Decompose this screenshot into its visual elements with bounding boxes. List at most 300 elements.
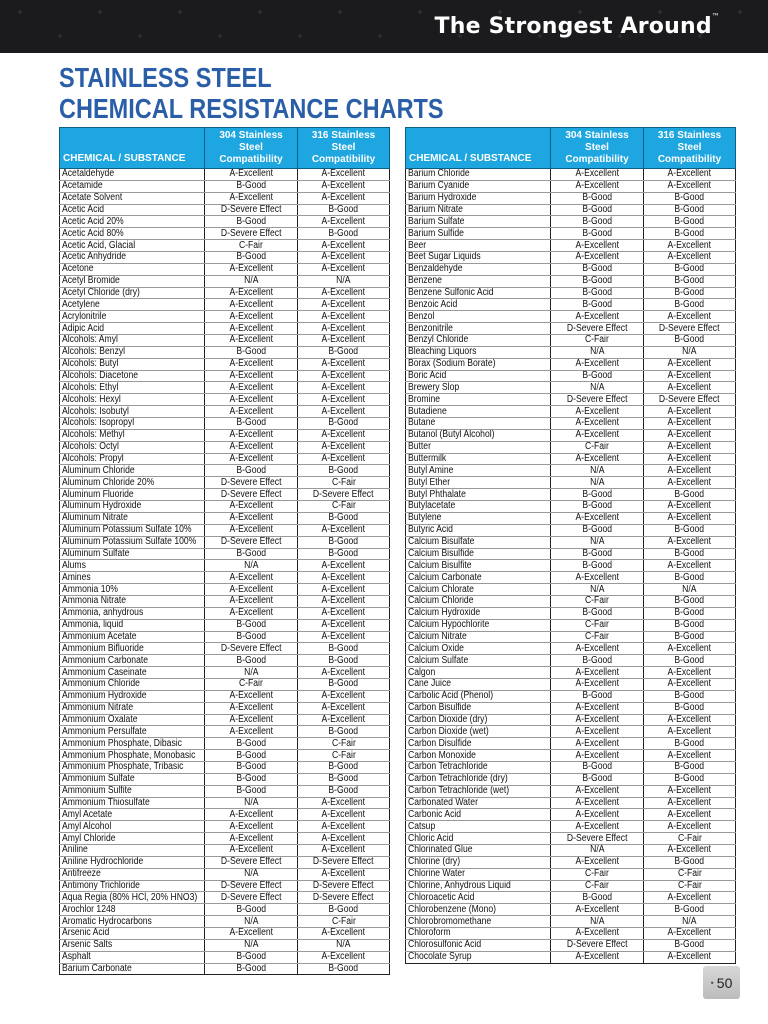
substance-cell: Acetic Anhydride <box>60 252 205 264</box>
ss316-cell: B-Good <box>644 204 736 216</box>
ss316-cell: B-Good <box>298 963 390 975</box>
ss316-cell: B-Good <box>298 228 390 240</box>
ss304-cell: N/A <box>205 868 298 880</box>
substance-cell: Aluminum Nitrate <box>60 512 205 524</box>
ss304-cell: B-Good <box>205 963 298 975</box>
substance-cell: Aniline <box>60 844 205 856</box>
ss304-cell: A-Excellent <box>551 512 644 524</box>
substance-cell: Butyl Amine <box>406 465 551 477</box>
ss304-cell: A-Excellent <box>205 844 298 856</box>
substance-cell: Aluminum Chloride 20% <box>60 477 205 489</box>
ss304-cell: A-Excellent <box>205 287 298 299</box>
table-row <box>60 394 390 406</box>
column-header-substance: CHEMICAL / SUBSTANCE <box>60 128 205 169</box>
ss316-cell: B-Good <box>644 299 736 311</box>
ss316-cell: A-Excellent <box>298 169 390 181</box>
substance-cell: Butylene <box>406 512 551 524</box>
substance-cell: Acrylonitrile <box>60 311 205 323</box>
ss304-cell: A-Excellent <box>205 928 298 940</box>
table-row <box>406 441 736 453</box>
substance-cell: Cane Juice <box>406 678 551 690</box>
table-row <box>406 785 736 797</box>
table-row <box>406 228 736 240</box>
substance-cell: Ammonium Phosphate, Monobasic <box>60 750 205 762</box>
ss316-cell: N/A <box>298 939 390 951</box>
column-header-substance: CHEMICAL / SUBSTANCE <box>406 128 551 169</box>
substance-cell: Aqua Regia (80% HCl, 20% HNO3) <box>60 892 205 904</box>
table-row <box>406 465 736 477</box>
substance-cell: Alcohols: Benzyl <box>60 346 205 358</box>
table-row <box>406 892 736 904</box>
ss304-cell: D-Severe Effect <box>551 833 644 845</box>
ss316-cell: B-Good <box>644 335 736 347</box>
substance-cell: Butyl Ether <box>406 477 551 489</box>
substance-cell: Carbon Monoxide <box>406 750 551 762</box>
substance-cell: Aluminum Sulfate <box>60 548 205 560</box>
table-row <box>60 240 390 252</box>
substance-cell: Calcium Chloride <box>406 595 551 607</box>
ss304-cell: A-Excellent <box>551 714 644 726</box>
ss304-cell: B-Good <box>205 216 298 228</box>
ss316-cell: A-Excellent <box>298 607 390 619</box>
substance-cell: Arochlor 1248 <box>60 904 205 916</box>
table-row <box>60 204 390 216</box>
ss304-cell: B-Good <box>551 501 644 513</box>
table-row <box>60 738 390 750</box>
ss304-cell: C-Fair <box>551 868 644 880</box>
ss304-cell: C-Fair <box>551 880 644 892</box>
table-row <box>60 169 390 181</box>
ss304-cell: A-Excellent <box>551 702 644 714</box>
ss304-cell: N/A <box>205 667 298 679</box>
table-row <box>60 631 390 643</box>
substance-cell: Ammonia, anhydrous <box>60 607 205 619</box>
table-row <box>406 192 736 204</box>
substance-cell: Aluminum Hydroxide <box>60 501 205 513</box>
ss316-cell: A-Excellent <box>644 453 736 465</box>
substance-cell: Benzonitrile <box>406 323 551 335</box>
table-row <box>406 204 736 216</box>
substance-cell: Acetamide <box>60 180 205 192</box>
ss316-cell: A-Excellent <box>644 892 736 904</box>
substance-cell: Benzene Sulfonic Acid <box>406 287 551 299</box>
table-row <box>60 702 390 714</box>
ss304-cell: A-Excellent <box>551 311 644 323</box>
table-row <box>60 346 390 358</box>
table-row <box>60 904 390 916</box>
ss304-cell: D-Severe Effect <box>205 643 298 655</box>
table-row <box>406 358 736 370</box>
ss304-cell: B-Good <box>551 761 644 773</box>
ss304-cell: N/A <box>205 275 298 287</box>
table-row <box>406 655 736 667</box>
ss304-cell: A-Excellent <box>205 382 298 394</box>
ss304-cell: A-Excellent <box>551 856 644 868</box>
substance-cell: Carbonated Water <box>406 797 551 809</box>
ss304-cell: B-Good <box>551 560 644 572</box>
ss316-cell: B-Good <box>298 678 390 690</box>
ss316-cell: A-Excellent <box>298 216 390 228</box>
ss304-cell: B-Good <box>205 631 298 643</box>
ss304-cell: A-Excellent <box>205 263 298 275</box>
substance-cell: Ammonia, liquid <box>60 619 205 631</box>
table-row <box>60 228 390 240</box>
table-row <box>406 252 736 264</box>
ss304-cell: A-Excellent <box>551 821 644 833</box>
table-row <box>406 240 736 252</box>
ss304-cell: A-Excellent <box>551 738 644 750</box>
table-row <box>60 773 390 785</box>
ss316-cell: A-Excellent <box>644 643 736 655</box>
ss316-cell: A-Excellent <box>298 429 390 441</box>
table-row <box>406 619 736 631</box>
ss316-cell: B-Good <box>644 619 736 631</box>
substance-cell: Butane <box>406 418 551 430</box>
table-row <box>406 453 736 465</box>
ss304-cell: A-Excellent <box>205 821 298 833</box>
substance-cell: Boric Acid <box>406 370 551 382</box>
substance-cell: Beet Sugar Liquids <box>406 252 551 264</box>
ss304-cell: A-Excellent <box>551 240 644 252</box>
ss304-cell: D-Severe Effect <box>205 204 298 216</box>
substance-cell: Chlorine, Anhydrous Liquid <box>406 880 551 892</box>
ss304-cell: A-Excellent <box>551 785 644 797</box>
ss316-cell: A-Excellent <box>298 868 390 880</box>
table-row <box>60 833 390 845</box>
ss316-cell: A-Excellent <box>644 951 736 963</box>
ss316-cell: C-Fair <box>298 477 390 489</box>
trademark: ™ <box>711 12 720 21</box>
substance-cell: Benzyl Chloride <box>406 335 551 347</box>
table-row <box>406 750 736 762</box>
ss316-cell: B-Good <box>644 275 736 287</box>
ss316-cell: A-Excellent <box>298 595 390 607</box>
substance-cell: Calcium Bisulfide <box>406 548 551 560</box>
table-row <box>406 311 736 323</box>
column-header-316: 316 Stainless Steel Compatibility <box>644 128 736 169</box>
substance-cell: Brewery Slop <box>406 382 551 394</box>
ss304-cell: N/A <box>551 844 644 856</box>
table-row <box>60 643 390 655</box>
table-row <box>60 465 390 477</box>
ss316-cell: C-Fair <box>298 738 390 750</box>
substance-cell: Ammonium Hydroxide <box>60 690 205 702</box>
ss304-cell: B-Good <box>205 346 298 358</box>
table-row <box>406 536 736 548</box>
table-row <box>406 216 736 228</box>
substance-cell: Calcium Nitrate <box>406 631 551 643</box>
page-title-line1: STAINLESS STEEL <box>59 62 272 93</box>
table-row <box>60 489 390 501</box>
ss304-cell: D-Severe Effect <box>551 394 644 406</box>
table-row <box>406 821 736 833</box>
table-row <box>60 536 390 548</box>
table-row <box>60 678 390 690</box>
ss304-cell: A-Excellent <box>205 809 298 821</box>
ss316-cell: A-Excellent <box>298 180 390 192</box>
table-row <box>406 382 736 394</box>
ss316-cell: A-Excellent <box>298 323 390 335</box>
page-title <box>59 62 444 124</box>
substance-cell: Ammonium Thiosulfate <box>60 797 205 809</box>
ss316-cell: B-Good <box>644 548 736 560</box>
ss304-cell: C-Fair <box>551 335 644 347</box>
table-row <box>60 370 390 382</box>
ss304-cell: A-Excellent <box>551 572 644 584</box>
substance-cell: Alcohols: Ethyl <box>60 382 205 394</box>
ss304-cell: D-Severe Effect <box>205 228 298 240</box>
substance-cell: Barium Chloride <box>406 169 551 181</box>
ss316-cell: B-Good <box>644 489 736 501</box>
substance-cell: Ammonium Nitrate <box>60 702 205 714</box>
ss304-cell: A-Excellent <box>205 595 298 607</box>
substance-cell: Beer <box>406 240 551 252</box>
ss304-cell: A-Excellent <box>205 192 298 204</box>
ss304-cell: A-Excellent <box>205 453 298 465</box>
ss316-cell: A-Excellent <box>298 524 390 536</box>
substance-cell: Ammonia 10% <box>60 584 205 596</box>
table-row <box>60 928 390 940</box>
ss304-cell: A-Excellent <box>205 335 298 347</box>
ss304-cell: A-Excellent <box>205 429 298 441</box>
table-row <box>406 714 736 726</box>
table-row <box>60 180 390 192</box>
ss304-cell: A-Excellent <box>551 418 644 430</box>
ss304-cell: C-Fair <box>205 240 298 252</box>
page-title-line2: CHEMICAL RESISTANCE CHARTS <box>59 93 444 124</box>
column-header-316: 316 Stainless Steel Compatibility <box>298 128 390 169</box>
ss316-cell: B-Good <box>298 512 390 524</box>
ss316-cell: D-Severe Effect <box>298 880 390 892</box>
ss316-cell: A-Excellent <box>298 631 390 643</box>
table-row <box>60 560 390 572</box>
ss304-cell: A-Excellent <box>205 299 298 311</box>
table-row <box>60 335 390 347</box>
ss304-cell: C-Fair <box>551 441 644 453</box>
ss304-cell: B-Good <box>205 548 298 560</box>
ss316-cell: B-Good <box>298 655 390 667</box>
ss304-cell: D-Severe Effect <box>205 892 298 904</box>
ss316-cell: A-Excellent <box>298 572 390 584</box>
table-row <box>406 489 736 501</box>
ss304-cell: B-Good <box>551 773 644 785</box>
ss316-cell: A-Excellent <box>644 714 736 726</box>
ss316-cell: B-Good <box>644 607 736 619</box>
table-row <box>406 643 736 655</box>
substance-cell: Acetic Acid, Glacial <box>60 240 205 252</box>
table-row <box>60 406 390 418</box>
ss304-cell: B-Good <box>205 655 298 667</box>
table-row <box>60 524 390 536</box>
substance-cell: Benzol <box>406 311 551 323</box>
substance-cell: Butyl Phthalate <box>406 489 551 501</box>
ss304-cell: N/A <box>551 465 644 477</box>
ss316-cell: B-Good <box>644 228 736 240</box>
ss304-cell: D-Severe Effect <box>205 880 298 892</box>
ss304-cell: N/A <box>205 916 298 928</box>
ss316-cell: A-Excellent <box>644 512 736 524</box>
table-row <box>60 453 390 465</box>
ss316-cell: B-Good <box>644 524 736 536</box>
ss316-cell: A-Excellent <box>644 797 736 809</box>
ss304-cell: A-Excellent <box>551 797 644 809</box>
substance-cell: Amyl Chloride <box>60 833 205 845</box>
table-row <box>406 773 736 785</box>
table-row <box>60 418 390 430</box>
table-row <box>60 263 390 275</box>
substance-cell: Calcium Bisulfite <box>406 560 551 572</box>
ss316-cell: B-Good <box>298 536 390 548</box>
substance-cell: Calcium Carbonate <box>406 572 551 584</box>
substance-cell: Benzoic Acid <box>406 299 551 311</box>
substance-cell: Adipic Acid <box>60 323 205 335</box>
table-row <box>60 192 390 204</box>
ss304-cell: B-Good <box>551 690 644 702</box>
ss316-cell: B-Good <box>644 761 736 773</box>
substance-cell: Amines <box>60 572 205 584</box>
ss316-cell: A-Excellent <box>644 560 736 572</box>
table-row <box>60 275 390 287</box>
ss316-cell: A-Excellent <box>298 240 390 252</box>
substance-cell: Alcohols: Propyl <box>60 453 205 465</box>
ss304-cell: A-Excellent <box>551 406 644 418</box>
ss316-cell: B-Good <box>644 690 736 702</box>
ss304-cell: A-Excellent <box>551 951 644 963</box>
ss316-cell: B-Good <box>298 785 390 797</box>
ss304-cell: C-Fair <box>551 619 644 631</box>
ss316-cell: A-Excellent <box>298 406 390 418</box>
ss304-cell: A-Excellent <box>205 714 298 726</box>
ss304-cell: A-Excellent <box>205 406 298 418</box>
ss304-cell: B-Good <box>551 275 644 287</box>
substance-cell: Ammonium Sulfate <box>60 773 205 785</box>
table-row <box>406 180 736 192</box>
table-row <box>406 690 736 702</box>
ss304-cell: A-Excellent <box>205 370 298 382</box>
ss304-cell: N/A <box>551 477 644 489</box>
ss304-cell: A-Excellent <box>205 572 298 584</box>
ss316-cell: A-Excellent <box>644 536 736 548</box>
ss316-cell: A-Excellent <box>298 667 390 679</box>
table-row <box>406 868 736 880</box>
substance-cell: Carbon Disulfide <box>406 738 551 750</box>
table-row <box>60 655 390 667</box>
table-row <box>60 216 390 228</box>
table-row <box>60 951 390 963</box>
table-row <box>406 263 736 275</box>
substance-cell: Ammonium Carbonate <box>60 655 205 667</box>
ss316-cell: B-Good <box>644 856 736 868</box>
ss316-cell: A-Excellent <box>298 311 390 323</box>
ss316-cell: C-Fair <box>644 868 736 880</box>
substance-cell: Alcohols: Butyl <box>60 358 205 370</box>
substance-cell: Ammonium Persulfate <box>60 726 205 738</box>
ss304-cell: C-Fair <box>551 631 644 643</box>
ss316-cell: B-Good <box>298 346 390 358</box>
substance-cell: Calcium Chlorate <box>406 584 551 596</box>
ss304-cell: C-Fair <box>551 595 644 607</box>
ss316-cell: A-Excellent <box>644 406 736 418</box>
table-row <box>406 299 736 311</box>
ss316-cell: A-Excellent <box>644 750 736 762</box>
ss316-cell: A-Excellent <box>644 311 736 323</box>
ss316-cell: A-Excellent <box>298 453 390 465</box>
substance-cell: Calcium Hypochlorite <box>406 619 551 631</box>
ss304-cell: N/A <box>551 584 644 596</box>
table-row <box>60 880 390 892</box>
substance-cell: Acetaldehyde <box>60 169 205 181</box>
table-row <box>406 702 736 714</box>
ss304-cell: D-Severe Effect <box>205 477 298 489</box>
table-row <box>60 311 390 323</box>
table-row <box>406 761 736 773</box>
ss316-cell: A-Excellent <box>298 299 390 311</box>
substance-cell: Alums <box>60 560 205 572</box>
ss316-cell: A-Excellent <box>644 726 736 738</box>
table-row <box>60 287 390 299</box>
ss304-cell: N/A <box>551 536 644 548</box>
ss316-cell: A-Excellent <box>298 335 390 347</box>
ss304-cell: B-Good <box>551 548 644 560</box>
substance-cell: Carbon Dioxide (dry) <box>406 714 551 726</box>
substance-cell: Ammonium Phosphate, Tribasic <box>60 761 205 773</box>
ss316-cell: C-Fair <box>644 880 736 892</box>
ss304-cell: A-Excellent <box>205 607 298 619</box>
ss304-cell: A-Excellent <box>205 441 298 453</box>
table-header-row <box>60 128 390 169</box>
substance-cell: Acetyl Bromide <box>60 275 205 287</box>
table-row <box>406 323 736 335</box>
table-row <box>60 595 390 607</box>
header-banner <box>0 0 768 53</box>
ss304-cell: B-Good <box>205 252 298 264</box>
table-row <box>60 750 390 762</box>
substance-cell: Amyl Acetate <box>60 809 205 821</box>
substance-cell: Carbon Dioxide (wet) <box>406 726 551 738</box>
ss316-cell: A-Excellent <box>298 714 390 726</box>
table-row <box>406 809 736 821</box>
ss316-cell: B-Good <box>298 643 390 655</box>
ss316-cell: A-Excellent <box>644 382 736 394</box>
ss316-cell: B-Good <box>298 465 390 477</box>
substance-cell: Chloroacetic Acid <box>406 892 551 904</box>
substance-cell: Carbon Tetrachloride (dry) <box>406 773 551 785</box>
ss316-cell: A-Excellent <box>644 418 736 430</box>
table-row <box>406 394 736 406</box>
substance-cell: Chocolate Syrup <box>406 951 551 963</box>
table-row <box>60 714 390 726</box>
ss316-cell: B-Good <box>644 192 736 204</box>
ss316-cell: A-Excellent <box>644 465 736 477</box>
ss316-cell: A-Excellent <box>298 928 390 940</box>
ss316-cell: A-Excellent <box>298 263 390 275</box>
substance-cell: Aluminum Potassium Sulfate 100% <box>60 536 205 548</box>
table-row <box>406 275 736 287</box>
ss304-cell: B-Good <box>205 418 298 430</box>
substance-cell: Borax (Sodium Borate) <box>406 358 551 370</box>
ss304-cell: B-Good <box>205 738 298 750</box>
ss316-cell: A-Excellent <box>644 501 736 513</box>
ss316-cell: A-Excellent <box>298 584 390 596</box>
table-row <box>406 406 736 418</box>
substance-cell: Aluminum Potassium Sulfate 10% <box>60 524 205 536</box>
substance-cell: Acetic Acid 20% <box>60 216 205 228</box>
ss316-cell: A-Excellent <box>298 358 390 370</box>
ss304-cell: B-Good <box>551 489 644 501</box>
table-row <box>406 429 736 441</box>
ss316-cell: A-Excellent <box>644 821 736 833</box>
ss316-cell: N/A <box>644 916 736 928</box>
